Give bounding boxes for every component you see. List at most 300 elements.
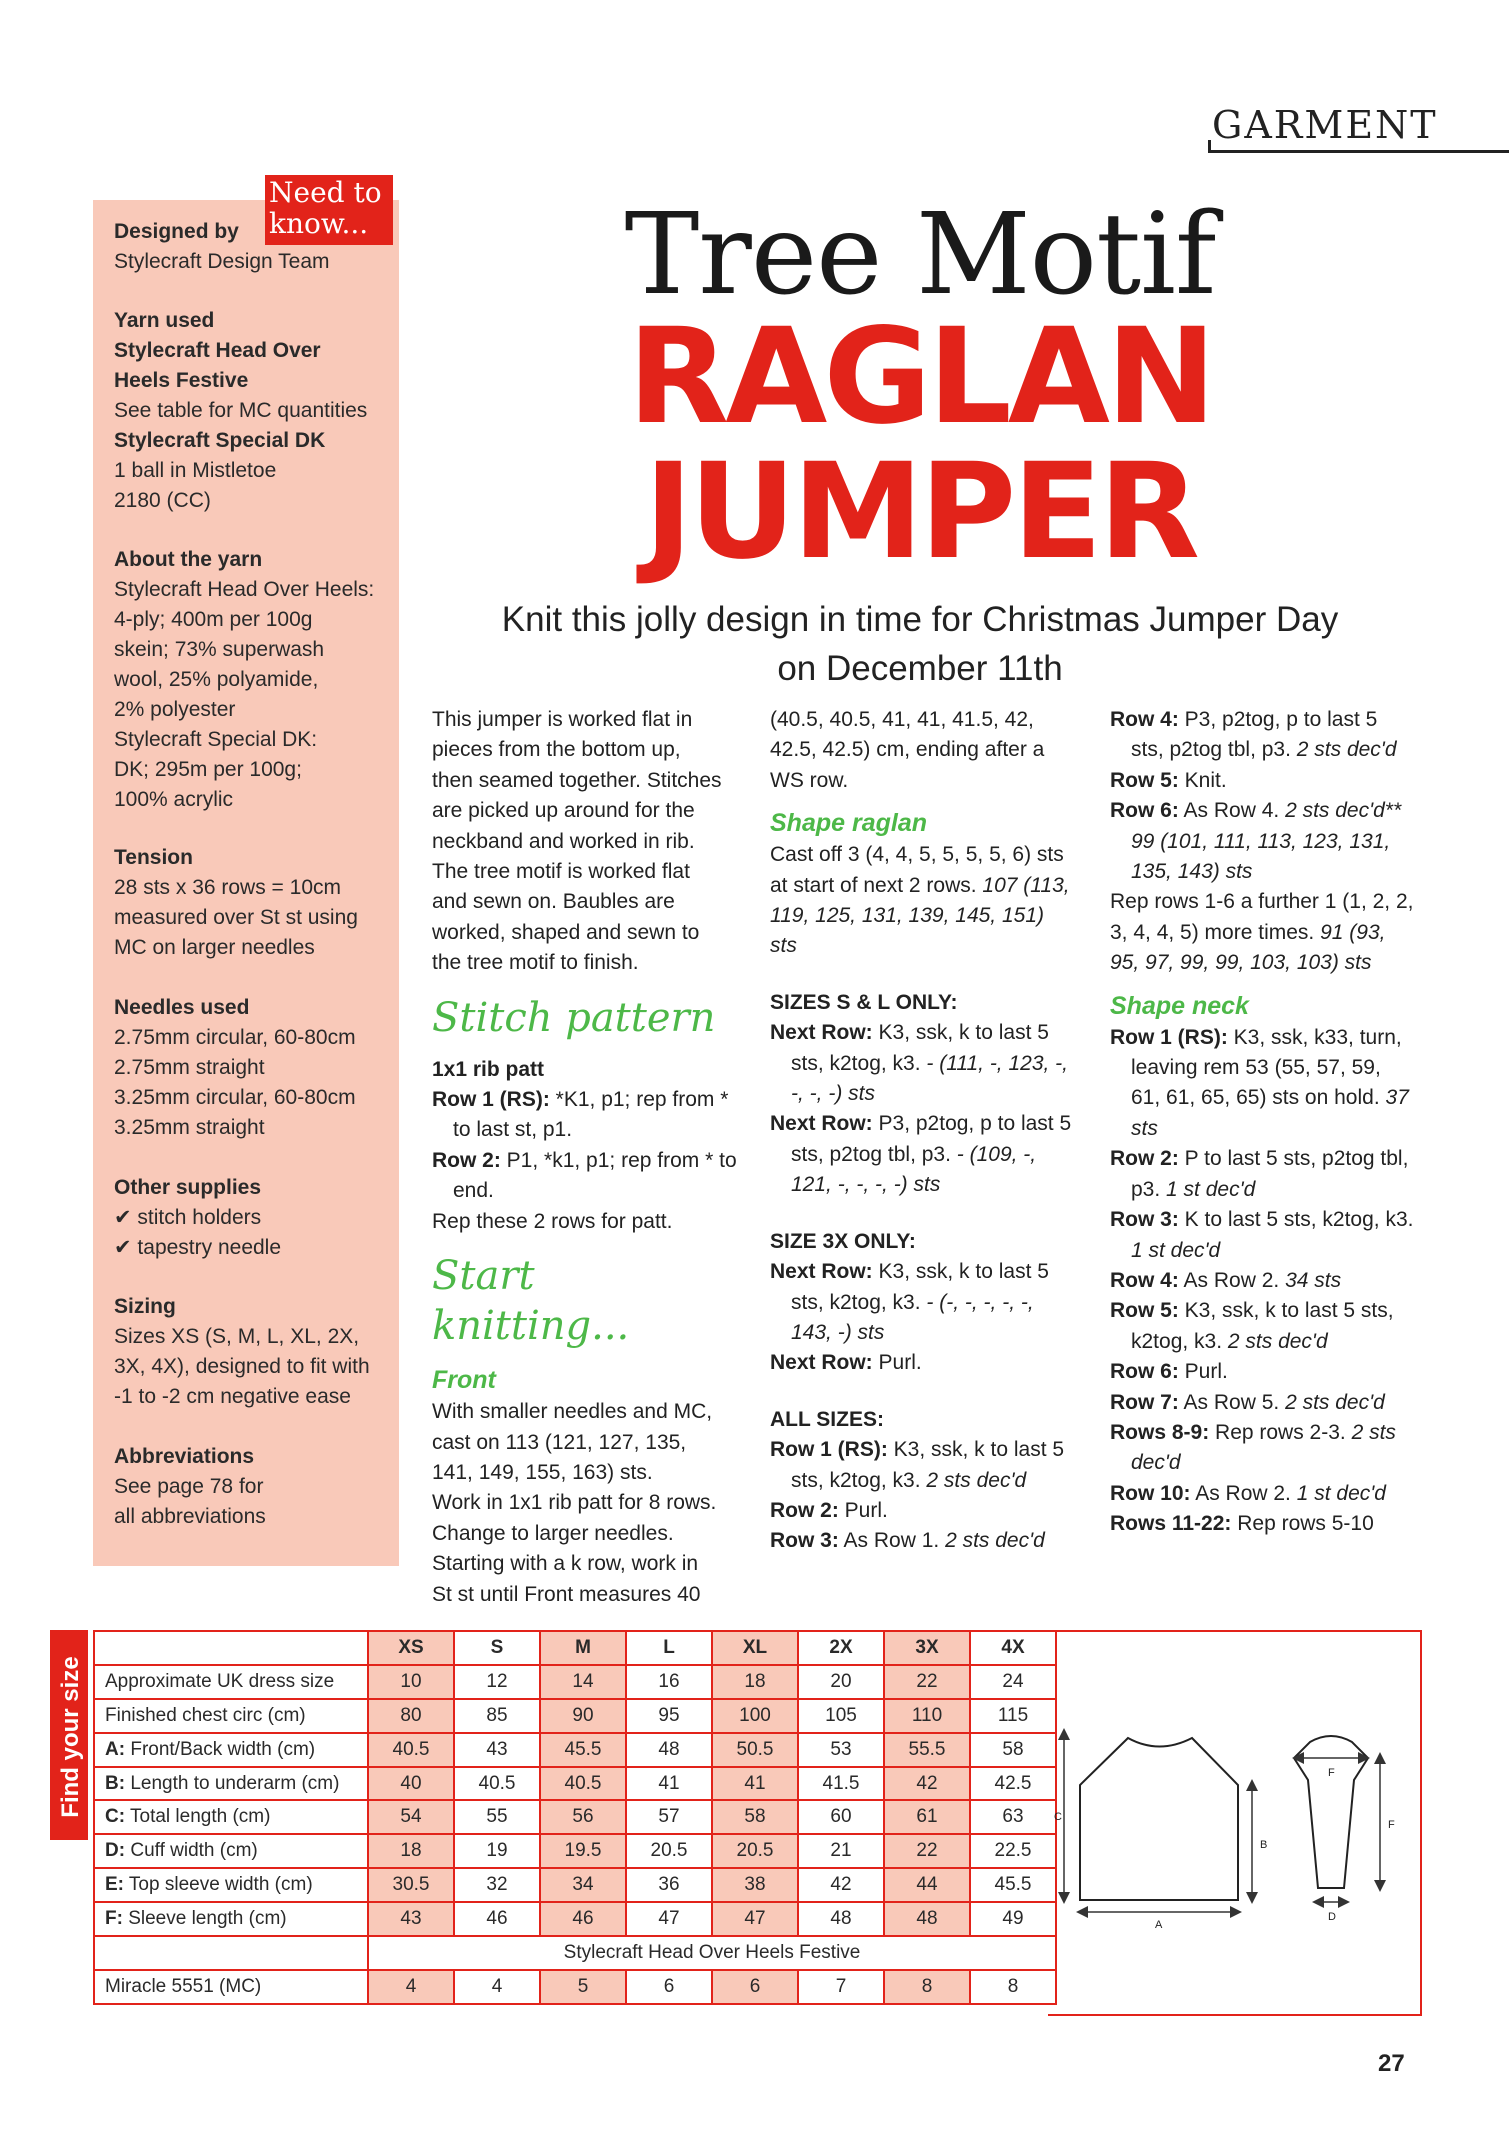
cell: 19.5 [540, 1834, 626, 1868]
row-label [94, 1902, 368, 1936]
row-label: Row 7: [1110, 1390, 1179, 1414]
cell: 22 [884, 1665, 970, 1699]
size-header: L [626, 1631, 712, 1665]
needle-line: 3.25mm straight [114, 1116, 265, 1139]
needle-line: 3.25mm circular, 60-80cm [114, 1086, 356, 1109]
row-label [94, 1767, 368, 1801]
row-text: K3, ssk, k to last 5 sts, k2tog, k3. [1131, 1299, 1394, 1353]
intro-line: This jumper is worked flat in [432, 708, 693, 731]
yarn-used-heading: Yarn used [114, 309, 215, 332]
raglan-text-main: Cast off 3 (4, 4, 5, 5, 5, 5, 6) sts at start of next 2 rows. [770, 843, 1064, 897]
tension-heading: Tension [114, 846, 193, 869]
row-label: Next Row: [770, 1260, 873, 1284]
row-prefix: E: [105, 1874, 124, 1896]
row-count: 1 st dec'd [1131, 1238, 1221, 1262]
table-row [94, 1868, 1056, 1902]
row-text: As Row 2. [1178, 1268, 1286, 1292]
cell: 8 [884, 1970, 970, 2004]
row-label: Rows 11-22: [1110, 1512, 1232, 1536]
yarn-2-line-2: 2180 (CC) [114, 489, 211, 512]
row-text: K3, ssk, k to last 5 sts, k2tog, k3. [791, 1438, 1065, 1492]
cell: 4 [454, 1970, 540, 2004]
row-text: As Row 2. [1190, 1481, 1297, 1505]
label-a: A [1155, 1919, 1163, 1931]
front-line: With smaller needles and MC, [432, 1400, 713, 1424]
shape-raglan-heading: Shape raglan [770, 809, 927, 838]
abbrev-line: See page 78 for [114, 1475, 264, 1498]
cell: 40.5 [454, 1767, 540, 1801]
cell: 14 [540, 1665, 626, 1699]
row-count: - (111, -, 123, -, -, -, -) sts [791, 1051, 1069, 1106]
spacer [770, 962, 1075, 988]
row-label-text: Total length (cm) [125, 1806, 271, 1828]
column-1 [432, 705, 742, 1610]
row-label: Miracle 5551 (MC) [94, 1970, 368, 2004]
table-row [94, 1665, 1056, 1699]
neck-row-10 [1110, 1479, 1415, 1509]
front-line: 141, 149, 155, 163) sts. [432, 1460, 653, 1484]
row-count: 1 st dec'd [1166, 1177, 1256, 1201]
find-your-size-label: Find your size [57, 1656, 84, 1818]
front-line: Starting with a k row, work in [432, 1552, 699, 1576]
cell: 6 [712, 1970, 798, 2004]
size-header: 2X [798, 1631, 884, 1665]
sizing-block [114, 1292, 394, 1412]
row-text: P1, *k1, p1; rep from * to end. [453, 1148, 737, 1203]
s-l-next-row-1 [770, 1018, 1075, 1109]
size-header: 3X [884, 1631, 970, 1665]
cell: 41.5 [798, 1767, 884, 1801]
row-label: Row 10: [1110, 1481, 1191, 1505]
neck-rows-11-22 [1110, 1509, 1415, 1539]
cell: 61 [884, 1800, 970, 1834]
row-text: P3, p2tog, p to last 5 sts, p2tog tbl, p3. [791, 1112, 1072, 1166]
tension-line: MC on larger needles [114, 936, 315, 959]
row-label-text: Cuff width (cm) [125, 1840, 258, 1862]
row-5 [1110, 766, 1415, 796]
cell: 20.5 [712, 1834, 798, 1868]
designer-name: Stylecraft Design Team [114, 250, 330, 273]
size-header-row [94, 1631, 1056, 1665]
cell: 40.5 [540, 1767, 626, 1801]
cell: 19 [454, 1834, 540, 1868]
rib-row-2 [432, 1146, 742, 1207]
front-cont-line: 42.5, 42.5) cm, ending after a [770, 738, 1045, 762]
section-rule [1210, 150, 1509, 153]
about-line: 100% acrylic [114, 788, 234, 811]
table-row [94, 1800, 1056, 1834]
row-prefix: C: [105, 1806, 126, 1828]
row-text: As Row 4. [1178, 799, 1286, 823]
front-line: Work in 1x1 rib patt for 8 rows. [432, 1491, 717, 1515]
page-number: 27 [1378, 2050, 1405, 2077]
row-text: P3, p2tog, p to last 5 sts, p2tog tbl, p3. [1131, 708, 1378, 762]
about-line: 2% polyester [114, 698, 236, 721]
size-header: 4X [970, 1631, 1056, 1665]
label-f-side: F [1388, 1819, 1395, 1831]
row-text: As Row 1. [838, 1529, 946, 1553]
cell: 18 [712, 1665, 798, 1699]
about-line: 4-ply; 400m per 100g [114, 608, 313, 631]
label-b: B [1260, 1839, 1268, 1851]
needles-block [114, 993, 394, 1143]
about-line: Stylecraft Head Over Heels: [114, 578, 375, 601]
row-text: K to last 5 sts, k2tog, k3. [1178, 1208, 1414, 1232]
blank-cell [94, 1936, 368, 1970]
cell: 5 [540, 1970, 626, 2004]
row-label-text: Top sleeve width (cm) [124, 1874, 313, 1896]
cell: 18 [368, 1834, 454, 1868]
abbreviations-block [114, 1442, 394, 1532]
row-label: Rows 8-9: [1110, 1420, 1210, 1444]
row-label: Next Row: [770, 1021, 873, 1045]
cell: 8 [970, 1970, 1056, 2004]
row-6 [1110, 796, 1415, 887]
row-count: 2 sts dec'd [945, 1529, 1045, 1553]
supplies-heading: Other supplies [114, 1176, 262, 1199]
row-label: Row 1 (RS): [432, 1088, 550, 1112]
front-line: cast on 113 (121, 127, 135, [432, 1430, 687, 1454]
cell: 46 [540, 1902, 626, 1936]
row-count: 37 sts [1131, 1086, 1409, 1140]
column-3 [1110, 705, 1415, 1540]
table-row [94, 1834, 1056, 1868]
cell: 4 [368, 1970, 454, 2004]
row-text: Purl. [1178, 1360, 1228, 1384]
neck-row-7 [1110, 1388, 1415, 1418]
row-count: 2 sts dec'd [926, 1468, 1027, 1492]
row-text: As Row 5. [1178, 1390, 1286, 1414]
table-row [94, 1699, 1056, 1733]
rib-repeat: Rep these 2 rows for patt. [432, 1209, 673, 1233]
row-count: 2 sts dec'd** 99 (101, 111, 113, 123, 131, 135, 143) sts [1131, 799, 1402, 884]
row-label: Row 5: [1110, 768, 1179, 792]
front-cont-line: (40.5, 40.5, 41, 41, 41.5, 42, [770, 708, 1034, 731]
yarn-1-name-2: Heels Festive [114, 369, 249, 392]
size-header: S [454, 1631, 540, 1665]
yarn-1-name: Stylecraft Head Over [114, 339, 321, 362]
label-d: D [1328, 1911, 1336, 1923]
cell: 53 [798, 1733, 884, 1767]
row-label: Row 5: [1110, 1299, 1179, 1323]
subtitle-line-2: on December 11th [777, 649, 1063, 688]
designed-by-block [114, 217, 394, 277]
cell: 85 [454, 1699, 540, 1733]
size-3x-heading-text: SIZE 3X ONLY: [770, 1229, 916, 1253]
yarn-used-block [114, 306, 394, 516]
front-line: St st until Front measures 40 [432, 1582, 701, 1606]
cell: 24 [970, 1665, 1056, 1699]
sizing-heading: Sizing [114, 1295, 176, 1318]
section-label: GARMENT [1212, 103, 1438, 147]
garment-schematic [1048, 1630, 1420, 2014]
row-count: 2 sts dec'd [1285, 1390, 1385, 1414]
row-prefix: F: [105, 1908, 123, 1930]
cell: 34 [540, 1868, 626, 1902]
row-label-text: Front/Back width (cm) [125, 1738, 316, 1760]
intro-line: pieces from the bottom up, [432, 738, 681, 762]
about-line: DK; 295m per 100g; [114, 758, 302, 781]
start-knitting-heading: Start knitting... [432, 1253, 630, 1350]
row-label: Row 2: [1110, 1147, 1179, 1171]
intro-line: neckband and worked in rib. [432, 829, 695, 853]
row-label-text: Sleeve length (cm) [122, 1908, 287, 1930]
cell: 44 [884, 1868, 970, 1902]
needles-heading: Needles used [114, 996, 250, 1019]
sizing-line: -1 to -2 cm negative ease [114, 1385, 351, 1408]
cell: 16 [626, 1665, 712, 1699]
cell: 41 [712, 1767, 798, 1801]
row-label: Row 2: [432, 1148, 501, 1172]
row-count: 91 (93, 95, 97, 99, 99, 103, 103) sts [1110, 920, 1386, 975]
all-row-1 [770, 1435, 1075, 1496]
cell: 48 [884, 1902, 970, 1936]
rib-row-1 [432, 1085, 742, 1146]
stitch-pattern-heading: Stitch pattern [432, 994, 716, 1041]
subtitle [440, 595, 1400, 693]
row-prefix: A: [105, 1738, 126, 1760]
cell: 57 [626, 1800, 712, 1834]
subtitle-line-1: Knit this jolly design in time for Christmas Jumper Day [501, 600, 1339, 639]
row-count: 2 sts dec'd [1227, 1329, 1328, 1353]
cell: 56 [540, 1800, 626, 1834]
sizes-s-l-heading [770, 988, 1075, 1018]
row-label: Row 1 (RS): [1110, 1025, 1228, 1049]
size-table [93, 1630, 1057, 2005]
cell: 58 [970, 1733, 1056, 1767]
cell: 41 [626, 1767, 712, 1801]
row-label: Finished chest circ (cm) [94, 1699, 368, 1733]
neck-row-5 [1110, 1296, 1415, 1357]
row-prefix: D: [105, 1840, 126, 1862]
shape-neck-heading: Shape neck [1110, 991, 1249, 1020]
all-row-2 [770, 1496, 1075, 1526]
cell: 45.5 [970, 1868, 1056, 1902]
row-label [94, 1733, 368, 1767]
section-rule-tick [1208, 140, 1211, 153]
sizing-line: 3X, 4X), designed to fit with [114, 1355, 370, 1378]
cell: 7 [798, 1970, 884, 2004]
about-line: Stylecraft Special DK: [114, 728, 318, 751]
sleeve-outline [1294, 1736, 1368, 1888]
cell: 90 [540, 1699, 626, 1733]
cell: 22 [884, 1834, 970, 1868]
row-label: Row 3: [770, 1529, 839, 1553]
cell: 47 [626, 1902, 712, 1936]
cell: 42 [884, 1767, 970, 1801]
header-blank [94, 1631, 368, 1665]
row-label: Row 2: [770, 1498, 839, 1522]
cell: 12 [454, 1665, 540, 1699]
row-text: *K1, p1; rep from * to last st, p1. [453, 1088, 729, 1142]
designed-by-heading: Designed by [114, 220, 239, 243]
row-text: Purl. [872, 1351, 922, 1375]
body-outline [1080, 1738, 1238, 1900]
cell: 47 [712, 1902, 798, 1936]
cell: 43 [368, 1902, 454, 1936]
intro-line: and sewn on. Baubles are [432, 890, 675, 914]
row-label: Next Row: [770, 1351, 873, 1375]
row-prefix: B: [105, 1772, 126, 1794]
intro-line: worked, shaped and sewn to [432, 920, 700, 944]
cell: 58 [712, 1800, 798, 1834]
cell: 20 [798, 1665, 884, 1699]
cell: 105 [798, 1699, 884, 1733]
yarn-2-line-1: 1 ball in Mistletoe [114, 459, 277, 482]
neck-row-6 [1110, 1357, 1415, 1387]
3x-next-row-1 [770, 1257, 1075, 1348]
row-label: Row 6: [1110, 1360, 1179, 1384]
row-count: - (-, -, -, -, -, 143, -) sts [791, 1290, 1034, 1344]
tension-block [114, 843, 394, 963]
about-yarn-heading: About the yarn [114, 548, 263, 571]
row-text: K3, ssk, k33, turn, leaving rem 53 (55, 57, 59, 61, 61, 65, 65) sts on hold. [1131, 1025, 1402, 1110]
table-row [94, 1902, 1056, 1936]
size-header: XS [368, 1631, 454, 1665]
sizing-line: Sizes XS (S, M, L, XL, 2X, [114, 1325, 360, 1348]
yarn-quantity-row [94, 1970, 1056, 2004]
cell: 43 [454, 1733, 540, 1767]
cell: 49 [970, 1902, 1056, 1936]
abbreviations-heading: Abbreviations [114, 1445, 255, 1468]
row-text: Knit. [1178, 768, 1227, 792]
spacer [770, 1379, 1075, 1405]
cell: 32 [454, 1868, 540, 1902]
label-f-top: F [1328, 1767, 1335, 1779]
front-line: Change to larger needles. [432, 1521, 674, 1545]
cell: 80 [368, 1699, 454, 1733]
cell: 54 [368, 1800, 454, 1834]
row-text: Rep rows 2-3. [1209, 1420, 1352, 1444]
neck-rows-8-9 [1110, 1418, 1415, 1479]
cell: 115 [970, 1699, 1056, 1733]
title-line-2: RAGLAN [627, 300, 1213, 454]
about-line: wool, 25% polyamide, [114, 668, 319, 691]
all-sizes-heading-text: ALL SIZES: [770, 1407, 884, 1431]
about-yarn-block [114, 545, 394, 815]
intro-line: the tree motif to finish. [432, 951, 639, 975]
row-label: Row 4: [1110, 1268, 1179, 1292]
front-heading: Front [432, 1366, 496, 1395]
label-c: C [1054, 1811, 1062, 1823]
title-line-1: Tree Motif [624, 190, 1216, 320]
row-label-text: Length to underarm (cm) [125, 1772, 340, 1794]
row-label: Row 1 (RS): [770, 1438, 888, 1462]
cell: 48 [798, 1902, 884, 1936]
tension-line: 28 sts x 36 rows = 10cm [114, 876, 342, 899]
size-header: M [540, 1631, 626, 1665]
row-label: Row 3: [1110, 1208, 1179, 1232]
rib-heading [432, 1055, 742, 1085]
neck-row-4 [1110, 1266, 1415, 1296]
rib-heading-text: 1x1 rib patt [432, 1057, 545, 1081]
raglan-text-count: 107 (113, 119, 125, 131, 139, 145, 151) sts [770, 873, 1070, 958]
row-label: Row 4: [1110, 708, 1179, 731]
cell: 40 [368, 1767, 454, 1801]
sizes-s-l-heading-text: SIZES S & L ONLY: [770, 990, 958, 1014]
cell: 20.5 [626, 1834, 712, 1868]
needle-line: 2.75mm straight [114, 1056, 265, 1079]
neck-row-3 [1110, 1205, 1415, 1266]
all-sizes-heading [770, 1405, 1075, 1435]
cell: 40.5 [368, 1733, 454, 1767]
yarn-1-note: See table for MC quantities [114, 399, 368, 422]
row-count: - (109, -, 121, -, -, -, -) sts [791, 1142, 1037, 1197]
cell: 63 [970, 1800, 1056, 1834]
row-4 [1110, 705, 1415, 766]
raglan-text [770, 840, 1075, 962]
badge-line-2: know... [269, 207, 369, 240]
row-text: Purl. [838, 1498, 888, 1522]
row-text: P to last 5 sts, p2tog tbl, p3. [1131, 1147, 1409, 1201]
row-label: Next Row: [770, 1112, 873, 1136]
table-row [94, 1733, 1056, 1767]
cell: 21 [798, 1834, 884, 1868]
s-l-next-row-2 [770, 1109, 1075, 1200]
row-count: 1 st dec'd [1296, 1481, 1386, 1505]
row-text: K3, ssk, k to last 5 sts, k2tog, k3. [791, 1260, 1049, 1314]
cell: 100 [712, 1699, 798, 1733]
title-line-3: JUMPER [643, 435, 1197, 589]
cell: 42.5 [970, 1767, 1056, 1801]
cell: 55.5 [884, 1733, 970, 1767]
abbrev-line: all abbreviations [114, 1505, 266, 1528]
yarn-title-row [94, 1936, 1056, 1970]
row-text: K3, ssk, k to last 5 sts, k2tog, k3. [791, 1021, 1049, 1075]
neck-row-1 [1110, 1023, 1415, 1145]
intro-line: The tree motif is worked flat [432, 860, 690, 884]
needle-line: 2.75mm circular, 60-80cm [114, 1026, 356, 1049]
3x-next-row-2 [770, 1348, 1075, 1378]
intro-line: are picked up around for the [432, 799, 695, 823]
repeat-rows [1110, 887, 1415, 978]
yarn-title: Stylecraft Head Over Heels Festive [368, 1936, 1056, 1970]
yarn-2-name: Stylecraft Special DK [114, 429, 326, 452]
column-2 [770, 705, 1075, 1557]
cell: 6 [626, 1970, 712, 2004]
row-label [94, 1868, 368, 1902]
size-header: XL [712, 1631, 798, 1665]
cell: 22.5 [970, 1834, 1056, 1868]
all-row-3 [770, 1526, 1075, 1556]
cell: 95 [626, 1699, 712, 1733]
cell: 110 [884, 1699, 970, 1733]
cell: 45.5 [540, 1733, 626, 1767]
row-text: Rep rows 1-6 a further 1 (1, 2, 2, 3, 4, 4, 5) more times. [1110, 890, 1414, 944]
badge-line-1: Need to [269, 176, 382, 209]
row-count: 2 sts dec'd [1131, 1420, 1396, 1475]
cell: 50.5 [712, 1733, 798, 1767]
cell: 30.5 [368, 1868, 454, 1902]
cell: 38 [712, 1868, 798, 1902]
cell: 48 [626, 1733, 712, 1767]
intro-line: then seamed together. Stitches [432, 768, 722, 792]
row-label: Row 6: [1110, 799, 1179, 823]
row-label [94, 1800, 368, 1834]
supplies-block [114, 1173, 394, 1263]
front-cont-line: WS row. [770, 768, 849, 792]
row-text: Rep rows 5-10 [1231, 1512, 1374, 1536]
cell: 55 [454, 1800, 540, 1834]
cell: 60 [798, 1800, 884, 1834]
tension-line: measured over St st using [114, 906, 358, 929]
cell: 42 [798, 1868, 884, 1902]
about-line: skein; 73% superwash [114, 638, 325, 661]
row-label [94, 1834, 368, 1868]
row-label: Approximate UK dress size [94, 1665, 368, 1699]
supply-line: ✔ tapestry needle [114, 1236, 282, 1259]
size-3x-heading [770, 1227, 1075, 1257]
